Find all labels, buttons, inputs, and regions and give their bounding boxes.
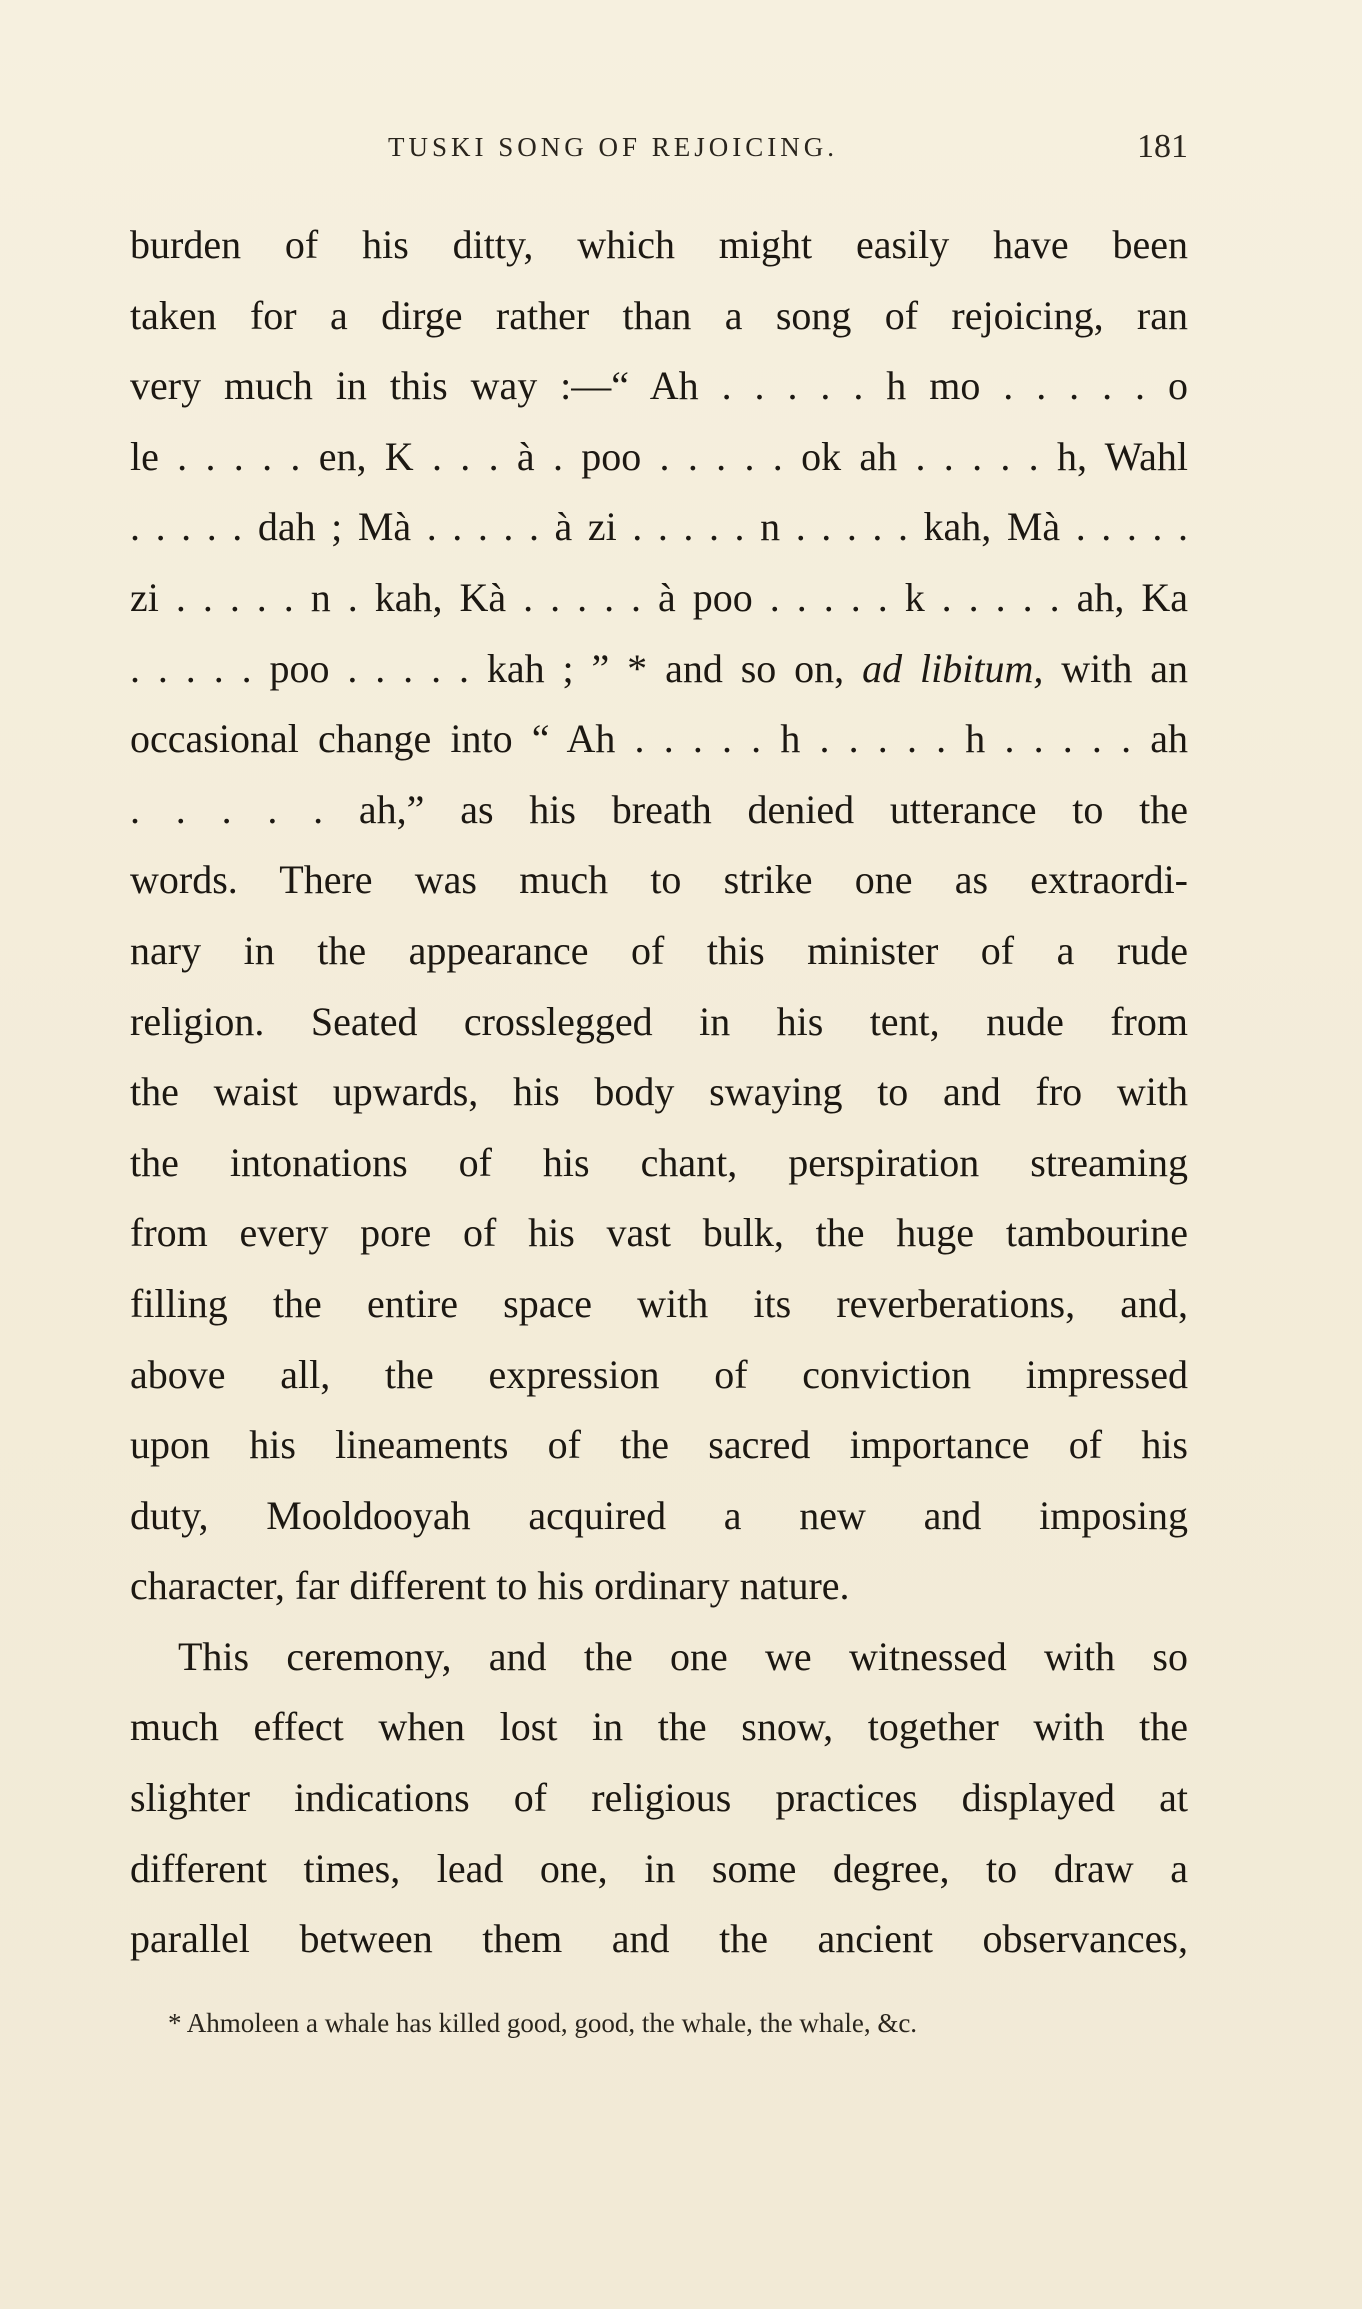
text-line: . . . . . ah,” as his breath denied utterance to the — [130, 786, 1188, 832]
page-header — [388, 128, 1188, 168]
text-line: duty, Mooldooyah acquired a new and imposing — [130, 1492, 1188, 1538]
text-line: character, far different to his ordinary nature. — [130, 1563, 850, 1609]
text-line: different times, lead one, in some degree, to draw a — [130, 1845, 1188, 1891]
text-segment: . . . . . poo . . . . . kah ; ” * and so on, — [130, 645, 845, 691]
page-number: 181 — [1137, 128, 1188, 165]
text-line: filling the entire space with its reverberations, and, — [130, 1280, 1188, 1326]
italic-phrase: ad libitum, — [862, 645, 1044, 691]
text-line: from every pore of his vast bulk, the huge tambourine — [130, 1210, 1188, 1256]
text-line: the waist upwards, his body swaying to and fro with — [130, 1069, 1188, 1115]
text-line: very much in this way :—“ Ah . . . . . h mo . . . . . o — [130, 363, 1188, 409]
text-line: zi . . . . . n . kah, Kà . . . . . à poo . . . . . k . . . . . ah, Ka — [130, 574, 1188, 620]
text-line: nary in the appearance of this minister of a rude — [130, 927, 1188, 973]
text-line: words. There was much to strike one as extraordi- — [130, 857, 1188, 903]
text-line: much effect when lost in the snow, together with the — [130, 1704, 1188, 1750]
footnote: * Ahmoleen a whale has killed good, good, the whale, the whale, &c. — [168, 2008, 918, 2038]
text-line: le . . . . . en, K . . . à . poo . . . . . ok ah . . . . . h, Wahl — [130, 433, 1188, 479]
text-line — [130, 634, 1188, 705]
text-line: parallel between them and the ancient observances, — [130, 1916, 1188, 1962]
body-text — [130, 210, 1188, 1975]
text-line: burden of his ditty, which might easily have been — [130, 222, 1188, 267]
text-line: above all, the expression of conviction impressed — [130, 1351, 1188, 1397]
text-line: slighter indications of religious practices displayed at — [130, 1775, 1188, 1821]
text-line: the intonations of his chant, perspiration streaming — [130, 1139, 1188, 1185]
text-line: upon his lineaments of the sacred importance of his — [130, 1422, 1188, 1468]
text-line: taken for a dirge rather than a song of rejoicing, ran — [130, 292, 1188, 338]
text-line: . . . . . dah ; Mà . . . . . à zi . . . . . n . . . . . kah, Mà . . . . . — [130, 504, 1188, 550]
running-head: TUSKI SONG OF REJOICING. — [388, 132, 839, 162]
text-segment: with an — [1043, 645, 1188, 691]
text-line: religion. Seated crosslegged in his tent, nude from — [130, 998, 1188, 1044]
text-line: This ceremony, and the one we witnessed with so — [178, 1633, 1188, 1679]
text-line: occasional change into “ Ah . . . . . h . . . . . h . . . . . ah — [130, 716, 1188, 762]
